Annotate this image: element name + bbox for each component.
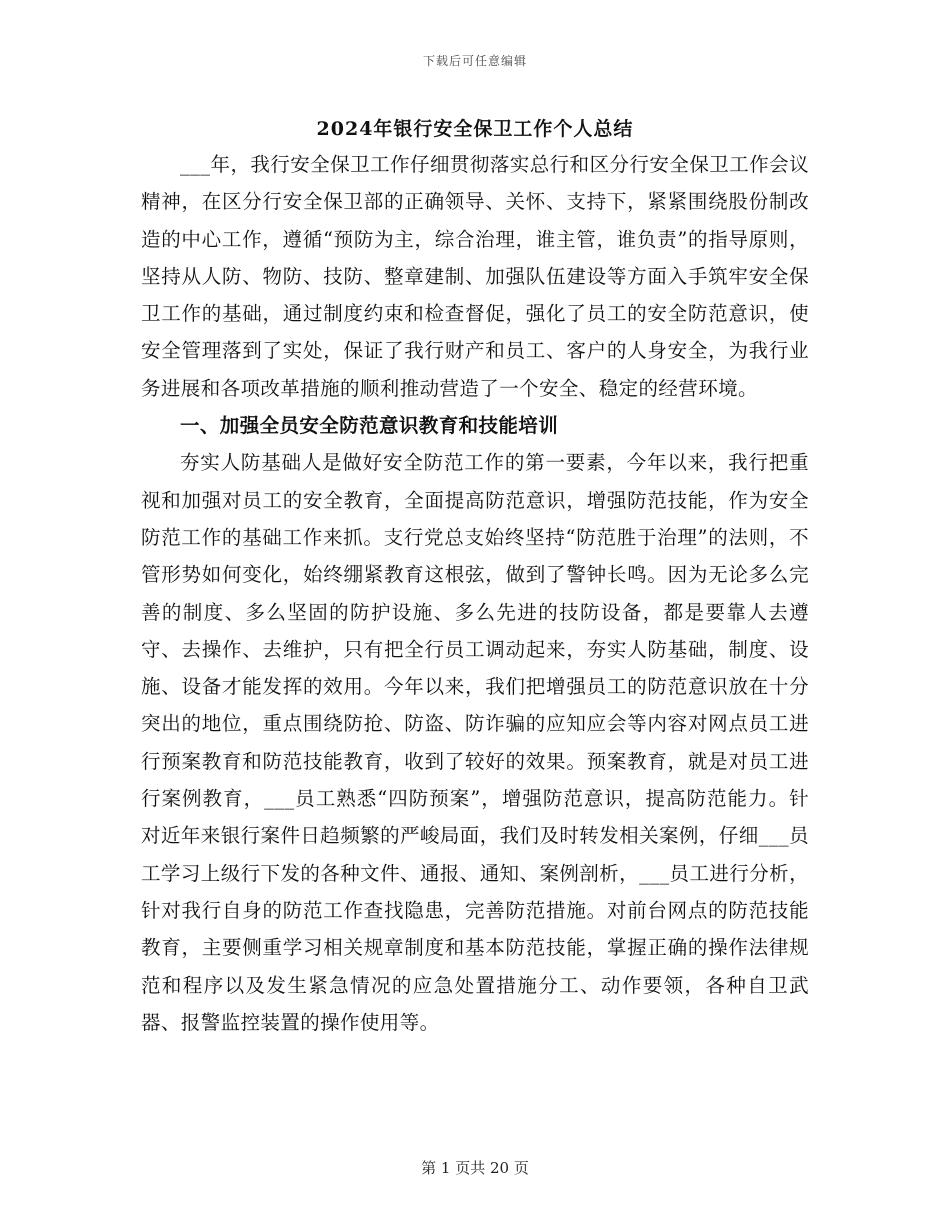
document-body [141, 146, 809, 1041]
intro-paragraph: ___年，我行安全保卫工作仔细贯彻落实总行和区分行安全保卫工作会议精神，在区分行安全保卫部的正确领导、关怀、支持下，紧紧围绕股份制改造的中心工作，遵循“预防为主，综合治理，谁主管，谁负责”的指导原则，坚持从人防、物防、技防、整章建制、加强队伍建设等方面入手筑牢安全保卫工作的基础，通过制度约束和检查督促，强化了员工的安全防范意识，使安全管理落到了实处，保证了我行财产和员工、客户的人身安全，为我行业务进展和各项改革措施的顺利推动营造了一个安全、稳定的经营环境。 [141, 153, 809, 400]
section-paragraph-1: 夯实人防基础人是做好安全防范工作的第一要素，今年以来，我行把重视和加强对员工的安全教育，全面提高防范意识，增强防范技能，作为安全防范工作的基础工作来抓。支行党总支始终坚持“防范胜于治理”的法则，不管形势如何变化，始终绷紧教育这根弦，做到了警钟长鸣。因为无论多么完善的制度、多么坚固的防护设施、多么先进的技防设备，都是要靠人去遵守、去操作、去维护，只有把全行员工调动起来，夯实人防基础，制度、设施、设备才能发挥的效用。今年以来，我们把增强员工的防范意识放在十分突出的地位，重点围绕防抢、防盗、防诈骗的应知应会等内容对网点员工进行预案教育和防范技能教育，收到了较好的效果。预案教育，就是对员工进行案例教育，___员工熟悉“四防预案”，增强防范意识，提高防范能力。针对近年来银行案件日趋频繁的严峻局面，我们及时转发相关案例，仔细___员工学习上级行下发的各种文件、通报、通知、案例剖析，___员工进行分析，针对我行自身的防范工作查找隐患，完善防范措施。对前台网点的防范技能教育，主要侧重学习相关规章制度和基本防范技能，掌握正确的操作法律规范和程序以及发生紧急情况的应急处置措施分工、动作要领，各种自卫武器、报警监控装置的操作使用等。 [141, 451, 809, 1034]
page-number-footer: 第 1 页共 20 页 [421, 1159, 529, 1177]
page-header-note: 下载后可任意编辑 [422, 54, 527, 68]
document-title: 2024年银行安全保卫工作个人总结 [316, 118, 634, 140]
section-heading-1: 一、加强全员安全防范意识教育和技能培训 [180, 414, 559, 438]
